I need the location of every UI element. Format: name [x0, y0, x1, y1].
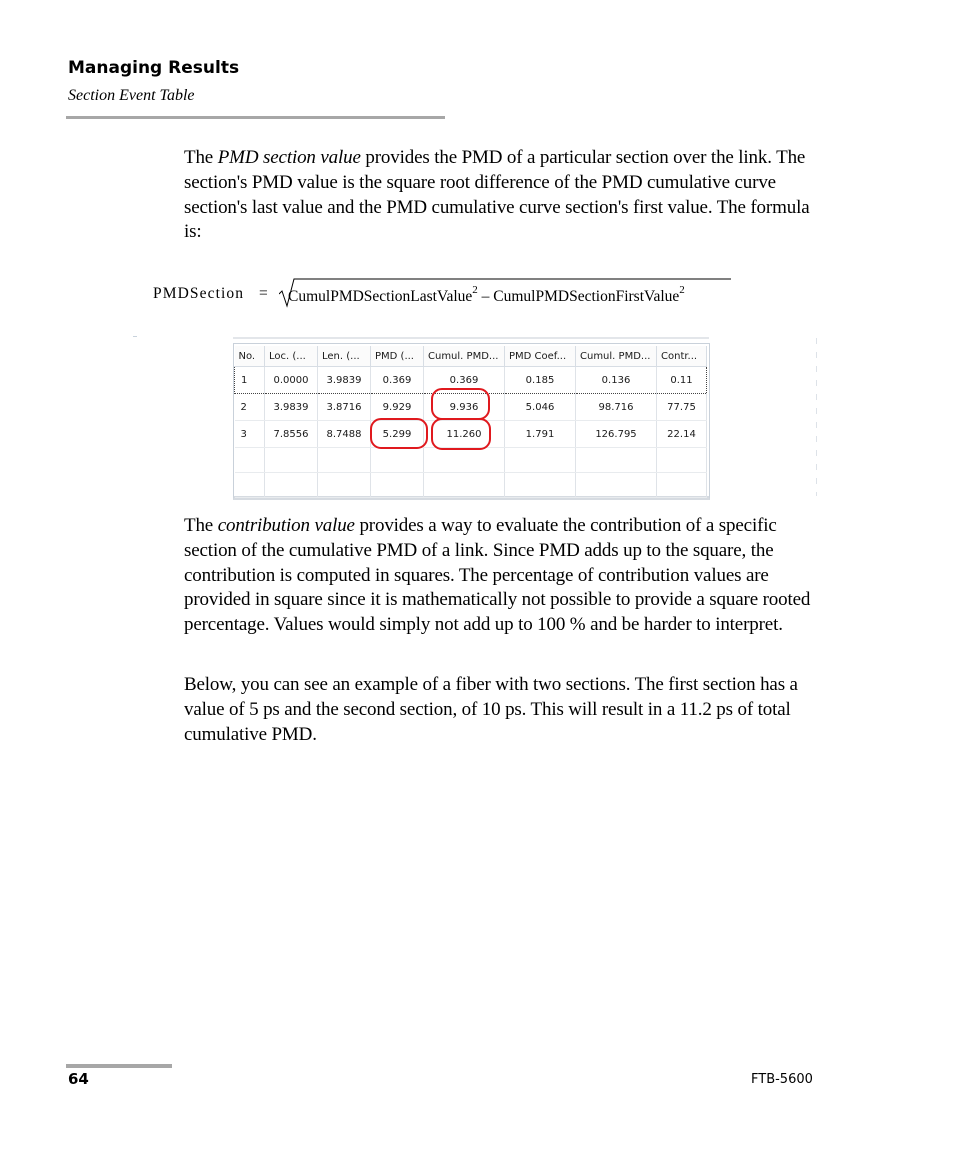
screenshot-top-edge	[233, 337, 709, 339]
formula-term-last: CumulPMDSectionLastValue	[288, 288, 473, 305]
column-header-length[interactable]: Len. (...	[318, 346, 371, 367]
table-cell: 9.936	[424, 394, 505, 421]
pmd-formula	[153, 278, 753, 312]
table-cell: 0.369	[424, 367, 505, 394]
column-header-no[interactable]: No.	[235, 346, 265, 367]
table-cell: 3.9839	[265, 394, 318, 421]
footer-rule	[66, 1064, 172, 1068]
table-cell: 22.14	[657, 421, 707, 448]
table-cell: 0.185	[505, 367, 576, 394]
highlight-circle-cumul-row2	[431, 388, 490, 420]
table-cell: 77.75	[657, 394, 707, 421]
table-cell: 3.8716	[318, 394, 371, 421]
table-cell: 1	[235, 367, 265, 394]
screenshot-right-edge	[816, 338, 817, 496]
page-heading: Managing Results	[68, 58, 240, 78]
table-cell: 0.136	[576, 367, 657, 394]
contribution-paragraph	[184, 514, 820, 638]
table-cell: 5.046	[505, 394, 576, 421]
column-header-pmd-coef[interactable]: PMD Coef...	[505, 346, 576, 367]
formula-equals: =	[259, 285, 268, 302]
paragraph-text: provides a way to evaluate the contribution of a specific section of the cumulative PMD of a link. Since PMD adds up to the square, the contribution is computed in squares. The percentage of contribution values are provided in square since it is mathematically not possible to provide a square rooted percentage. Values would simply not add up to 100 % and be harder to interpret.	[184, 515, 811, 636]
header-rule	[66, 116, 445, 119]
pmd-section-paragraph	[184, 146, 820, 245]
page-number: 64	[68, 1070, 89, 1088]
table-cell: 0.11	[657, 367, 707, 394]
term-emphasis: PMD section value	[217, 147, 361, 168]
highlight-circle-cumul-row3	[431, 418, 491, 450]
screenshot-edge-mark	[133, 336, 137, 337]
formula-exponent: 2	[679, 284, 685, 296]
table-cell: 2	[235, 394, 265, 421]
table-cell: 1.791	[505, 421, 576, 448]
paragraph-text: provides the PMD of a particular section over the link. The section's PMD value is the square root difference of the PMD cumulative curve section's last value and the PMD cumulative curve section's first value. The formula is:	[184, 147, 810, 243]
table-row-empty	[235, 448, 707, 473]
column-header-location[interactable]: Loc. (...	[265, 346, 318, 367]
table-cell: 9.929	[371, 394, 424, 421]
table-cell: 11.260	[424, 421, 505, 448]
formula-radicand	[288, 284, 685, 306]
paragraph-text: The	[184, 147, 218, 168]
table-cell: 8.7488	[318, 421, 371, 448]
example-paragraph: Below, you can see an example of a fiber with two sections. The first section has a value of 5 ps and the second section, of 10 ps. This will result in a 11.2 ps of total cumulative PMD.	[184, 674, 798, 745]
column-header-cumul-pmd[interactable]: Cumul. PMD...	[424, 346, 505, 367]
table-header-row	[235, 346, 707, 367]
table-cell: 3	[235, 421, 265, 448]
column-header-cumul-pmd-2[interactable]: Cumul. PMD...	[576, 346, 657, 367]
formula-lhs: PMDSection	[153, 285, 245, 302]
formula-exponent: 2	[472, 284, 478, 296]
table-cell: 126.795	[576, 421, 657, 448]
highlight-circle-pmd-row3	[370, 418, 428, 449]
column-header-contribution[interactable]: Contr...	[657, 346, 707, 367]
paragraph-text: The	[184, 515, 218, 536]
section-subheading: Section Event Table	[68, 87, 195, 104]
formula-term-first: CumulPMDSectionFirstValue	[493, 288, 680, 305]
table-cell: 0.0000	[265, 367, 318, 394]
column-header-pmd[interactable]: PMD (...	[371, 346, 424, 367]
table-cell: 3.9839	[318, 367, 371, 394]
table-cell: 7.8556	[265, 421, 318, 448]
table-cell: 0.369	[371, 367, 424, 394]
table-cell: 98.716	[576, 394, 657, 421]
term-emphasis: contribution value	[217, 515, 355, 536]
product-model: FTB-5600	[751, 1072, 813, 1087]
table-cell: 5.299	[371, 421, 424, 448]
table-row-empty	[235, 473, 707, 498]
formula-minus: –	[477, 288, 494, 305]
